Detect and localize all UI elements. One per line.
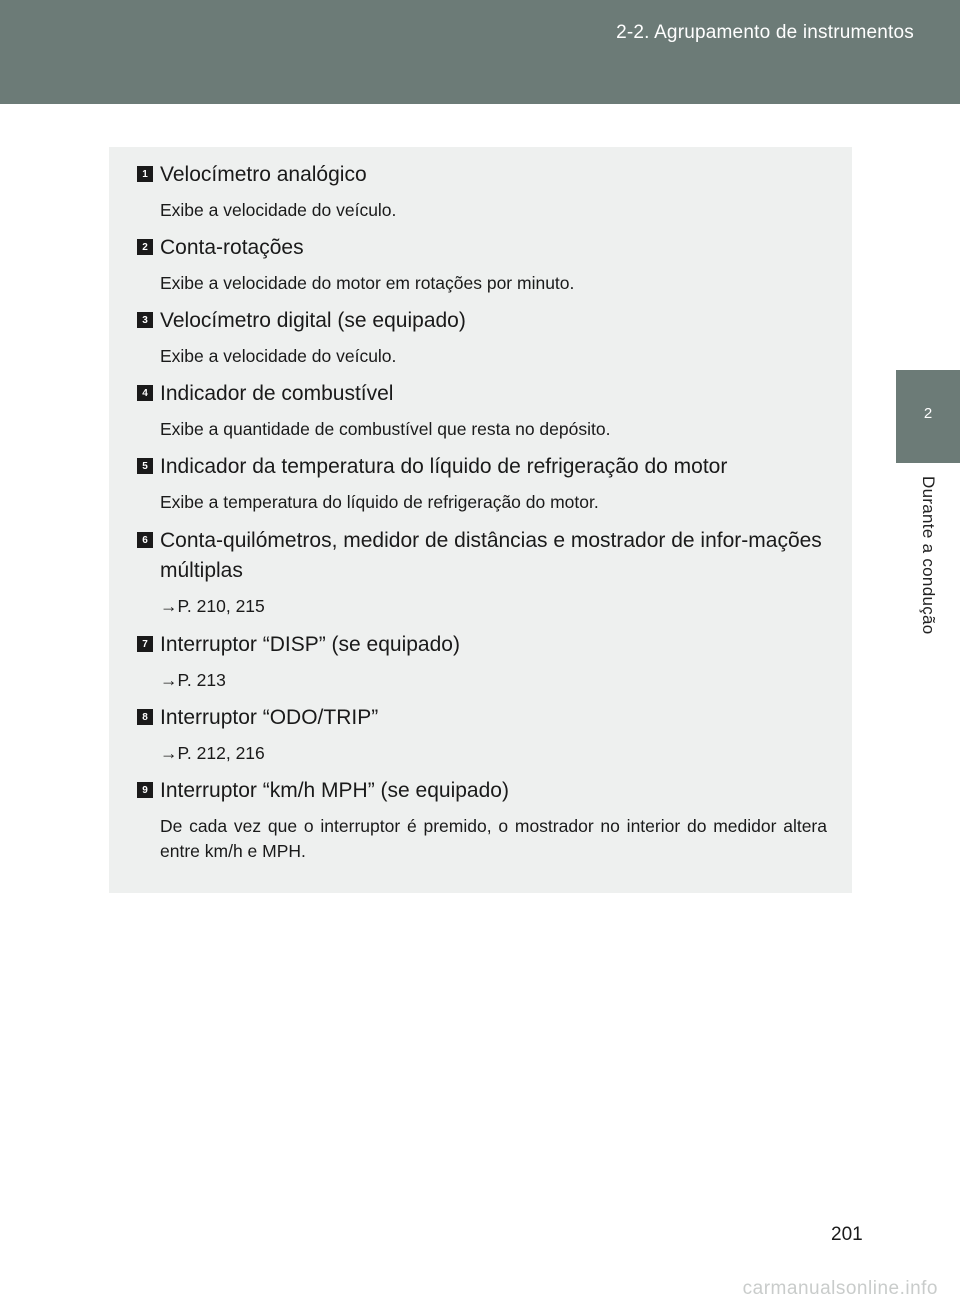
legend-item-3 [137, 306, 827, 369]
item-description: Exibe a quantidade de combustível que resta no depósito. [160, 419, 611, 439]
item-description: Exibe a velocidade do motor em rotações por minuto. [160, 273, 575, 293]
item-number-badge: 5 [137, 458, 153, 474]
item-number-badge: 3 [137, 312, 153, 328]
item-title: Interruptor “ODO/TRIP” [160, 706, 379, 729]
item-description: →P. 213 [160, 670, 226, 690]
item-title: Conta-quilómetros, medidor de distâncias e mostrador de infor-mações múltiplas [160, 529, 822, 582]
watermark: carmanualsonline.info [742, 1278, 938, 1299]
item-number-badge: 7 [137, 636, 153, 652]
item-title: Interruptor “DISP” (se equipado) [160, 633, 460, 656]
legend-item-6 [137, 526, 827, 619]
item-number-badge: 9 [137, 782, 153, 798]
legend-item-4 [137, 379, 827, 442]
item-title: Velocímetro digital (se equipado) [160, 309, 466, 332]
item-title: Indicador de combustível [160, 382, 394, 405]
section-title: 2-2. Agrupamento de instrumentos [616, 22, 914, 43]
item-number-badge: 2 [137, 239, 153, 255]
item-number-badge: 4 [137, 385, 153, 401]
item-title: Interruptor “km/h MPH” (se equipado) [160, 779, 509, 802]
item-title: Velocímetro analógico [160, 163, 367, 186]
item-number-badge: 8 [137, 709, 153, 725]
item-description: Exibe a temperatura do líquido de refrigeração do motor. [160, 492, 599, 512]
legend-box [109, 147, 852, 893]
item-title: Conta-rotações [160, 236, 304, 259]
item-title: Indicador da temperatura do líquido de refrigeração do motor [160, 455, 728, 478]
item-description: Exibe a velocidade do veículo. [160, 200, 397, 220]
item-number-badge: 1 [137, 166, 153, 182]
item-description: Exibe a velocidade do veículo. [160, 346, 397, 366]
chapter-tab [896, 370, 960, 463]
header-bar [0, 0, 960, 104]
page-number: 201 [831, 1224, 863, 1245]
item-description: →P. 212, 216 [160, 743, 265, 763]
legend-item-9 [137, 776, 827, 864]
chapter-label-text: Durante a condução [919, 476, 938, 635]
legend-item-5 [137, 452, 827, 515]
legend-item-7 [137, 630, 827, 693]
chapter-number: 2 [923, 405, 933, 422]
legend-item-2 [137, 233, 827, 296]
chapter-label [896, 476, 960, 676]
legend-item-8 [137, 703, 827, 766]
item-description: De cada vez que o interruptor é premido, o mostrador no interior do medidor altera entre km/h e MPH. [160, 816, 827, 861]
item-number-badge: 6 [137, 532, 153, 548]
legend-item-1 [137, 160, 827, 223]
item-description: →P. 210, 215 [160, 596, 265, 616]
